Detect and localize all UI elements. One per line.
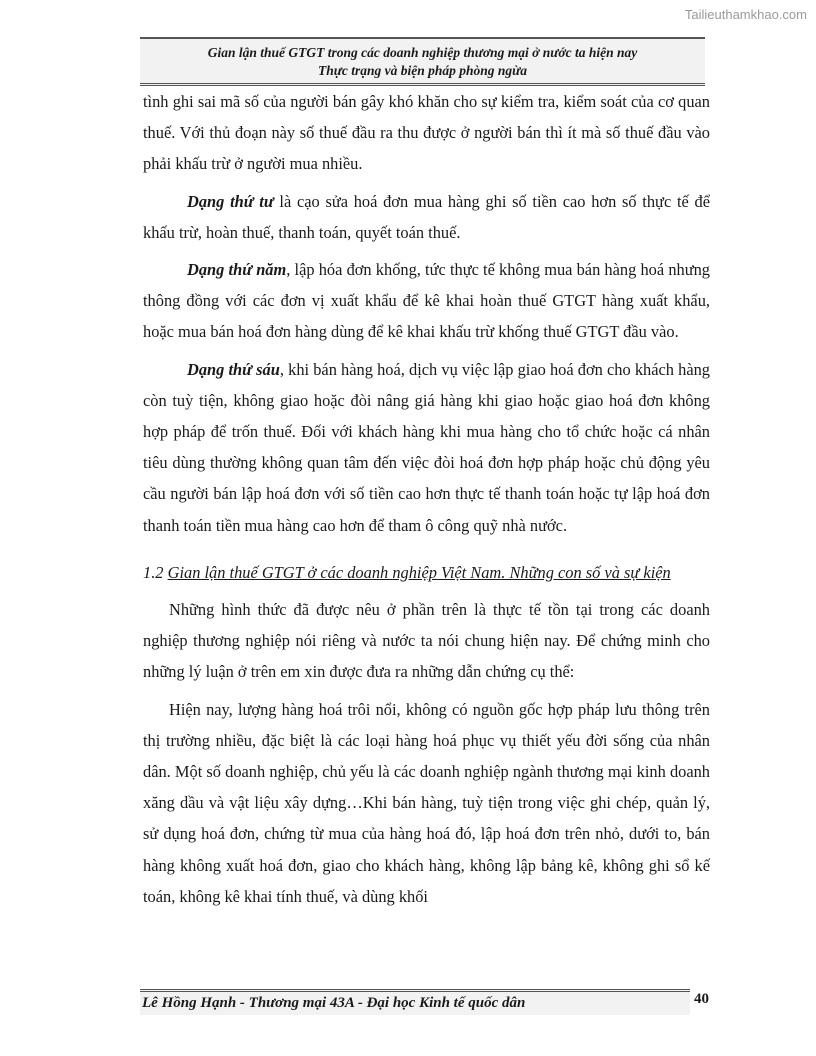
bold-lead: Dạng thứ tư bbox=[187, 191, 274, 211]
paragraph-text: , khi bán hàng hoá, dịch vụ việc lập giao hoá đơn cho khách hàng còn tuỳ tiện, không giao hoặc đòi nâng giá hàng khi giao hoặc giao hoá đơn không hợp pháp để trốn thuế. Đối với khách hàng khi mua hàng cho tổ chức hoặc cá nhân tiêu dùng thường không quan tâm đến việc đòi hoá đơn hợp pháp hoặc chủ động yêu cầu người bán lập hoá đơn với số tiền cao hơn thực tế thanh toán hoặc tự lập hoá đơn thanh toán tiền mua hàng cao hơn để tham ô công quỹ nhà nước. bbox=[143, 359, 710, 535]
section-title: Gian lận thuế GTGT ở các doanh nghiệp Việt Nam. Những con số và sự kiện bbox=[167, 562, 671, 582]
paragraph-text: , lập hóa đơn khống, tức thực tế không mua bán hàng hoá nhưng thông đồng với các đơn vị xuất khẩu để kê khai hoàn thuế GTGT hàng xuất khẩu, hoặc mua bán hoá đơn hàng dùng để kê khai khấu trừ khống thuế GTGT đầu vào. bbox=[143, 260, 710, 342]
running-header bbox=[140, 37, 705, 86]
header-line-2: Thực trạng và biện pháp phòng ngừa bbox=[318, 63, 527, 78]
section-heading bbox=[143, 557, 710, 588]
page-body bbox=[143, 86, 710, 912]
header-line-1: Gian lận thuế GTGT trong các doanh nghiệp thương mại ở nước ta hiện nay bbox=[207, 45, 638, 60]
watermark: Tailieuthamkhao.com bbox=[684, 7, 807, 22]
page-number: 40 bbox=[694, 991, 709, 1007]
paragraph: Những hình thức đã được nêu ở phần trên là thực tế tồn tại trong các doanh nghiệp thương nghiệp nói riêng và nước ta nói chung hiện nay. Để chứng minh cho những lý luận ở trên em xin được đưa ra những dẫn chứng cụ thể: bbox=[143, 600, 710, 682]
paragraph bbox=[143, 186, 710, 248]
paragraph-text: là cạo sửa hoá đơn mua hàng ghi số tiền cao hơn số thực tế để khấu trừ, hoàn thuế, thanh toán, quyết toán thuế. bbox=[143, 191, 710, 242]
section-number: 1.2 bbox=[143, 562, 164, 582]
running-footer: Lê Hồng Hạnh - Thương mại 43A - Đại học Kinh tế quốc dân bbox=[140, 989, 690, 1015]
paragraph: Hiện nay, lượng hàng hoá trôi nổi, không có nguồn gốc hợp pháp lưu thông trên thị trường nhiều, đặc biệt là các loại hàng hoá phục vụ thiết yếu đời sống của nhân dân. Một số doanh nghiệp, chủ yếu là các doanh nghiệp ngành thương mại kinh doanh xăng dầu và vật liệu xây dựng…Khi bán hàng, tuỳ tiện trong việc ghi chép, quản lý, sử dụng hoá đơn, chứng từ mua của hàng hoá đó, lập hoá đơn trên nhỏ, dưới to, bán hàng không xuất hoá đơn, giao cho khách hàng, không lập bảng kê, không ghi sổ kế toán, không kê khai tính thuế, và dùng khối bbox=[143, 699, 710, 906]
paragraph: tình ghi sai mã số của người bán gây khó khăn cho sự kiểm tra, kiểm soát của cơ quan thuế. Với thủ đoạn này số thuế đầu ra thu được ở người bán thì ít mà số thuế đầu vào phải khấu trừ ở người mua nhiều. bbox=[143, 92, 710, 174]
bold-lead: Dạng thứ sáu bbox=[187, 359, 280, 379]
paragraph bbox=[143, 254, 710, 348]
bold-lead: Dạng thứ năm bbox=[187, 260, 287, 280]
paragraph bbox=[143, 354, 710, 541]
